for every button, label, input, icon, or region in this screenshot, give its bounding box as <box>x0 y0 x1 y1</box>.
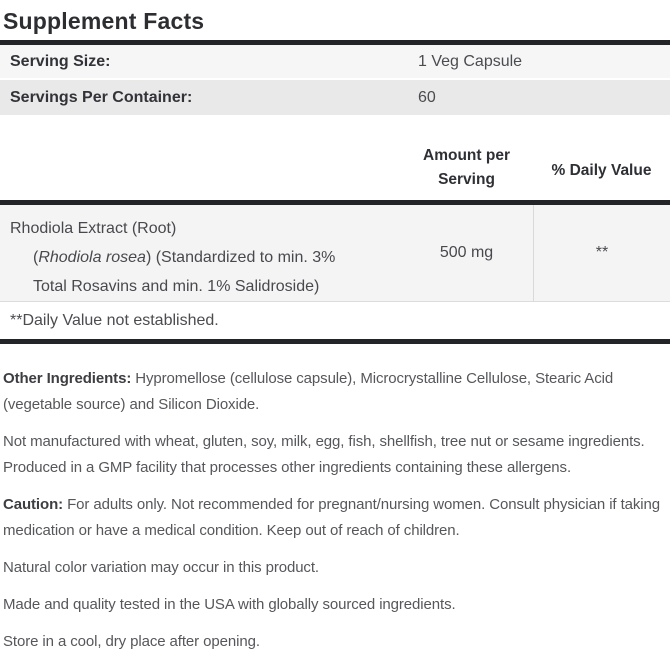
ingredient-name <box>0 205 400 301</box>
ingredient-name-line1: Rhodiola Extract (Root) <box>10 220 177 237</box>
other-ingredients-text: Hypromellose (cellulose capsule), Microcrystalline Cellulose, Stearic Acid (vegetable source) and Silicon Dioxide. <box>3 370 614 413</box>
botanical-name: Rhodiola rosea <box>38 249 146 266</box>
standardization-text: ) (Standardized to min. 3% <box>145 249 336 266</box>
serving-size-value: 1 Veg Capsule <box>418 52 523 70</box>
supplement-notes <box>0 344 670 672</box>
panel-title: Supplement Facts <box>3 8 205 34</box>
amount-header-line1: Amount per <box>423 147 510 164</box>
serving-size-row <box>0 45 670 78</box>
ingredient-amount: 500 mg <box>439 244 494 261</box>
servings-per-container-row <box>0 80 670 115</box>
other-ingredients-paragraph <box>3 366 665 418</box>
table-column-headers <box>0 115 670 200</box>
caution-lead: Caution: <box>3 496 64 513</box>
ingredient-name-line2 <box>10 243 400 272</box>
daily-value-footnote: **Daily Value not established. <box>0 302 670 339</box>
allergen-paragraph: Not manufactured with wheat, gluten, soy, milk, egg, fish, shellfish, tree nut or sesame ingredients. Produced in a GMP facility that processes other ingredients containing these allergens. <box>3 433 645 476</box>
ingredient-row <box>0 205 670 302</box>
caution-text: For adults only. Not recommended for pregnant/nursing women. Consult physician if taking medication or have a medical condition. Keep out of reach of children. <box>3 496 660 539</box>
paren-open: ( <box>33 249 39 266</box>
ingredient-name-line3: Total Rosavins and min. 1% Salidroside) <box>33 278 320 295</box>
daily-value-header: % Daily Value <box>551 162 652 179</box>
other-ingredients-lead: Other Ingredients: <box>3 370 132 387</box>
servings-per-container-value: 60 <box>418 88 436 106</box>
servings-per-container-label: Servings Per Container: <box>10 88 193 106</box>
made-in-note: Made and quality tested in the USA with globally sourced ingredients. <box>3 596 456 613</box>
caution-paragraph <box>3 492 665 544</box>
amount-per-serving-header <box>400 144 533 200</box>
amount-header-line2: Serving <box>438 171 495 188</box>
storage-note: Store in a cool, dry place after opening. <box>3 633 260 650</box>
ingredient-daily-value: ** <box>533 205 670 301</box>
color-variation-note: Natural color variation may occur in this product. <box>3 559 319 576</box>
serving-size-label: Serving Size: <box>10 52 111 70</box>
